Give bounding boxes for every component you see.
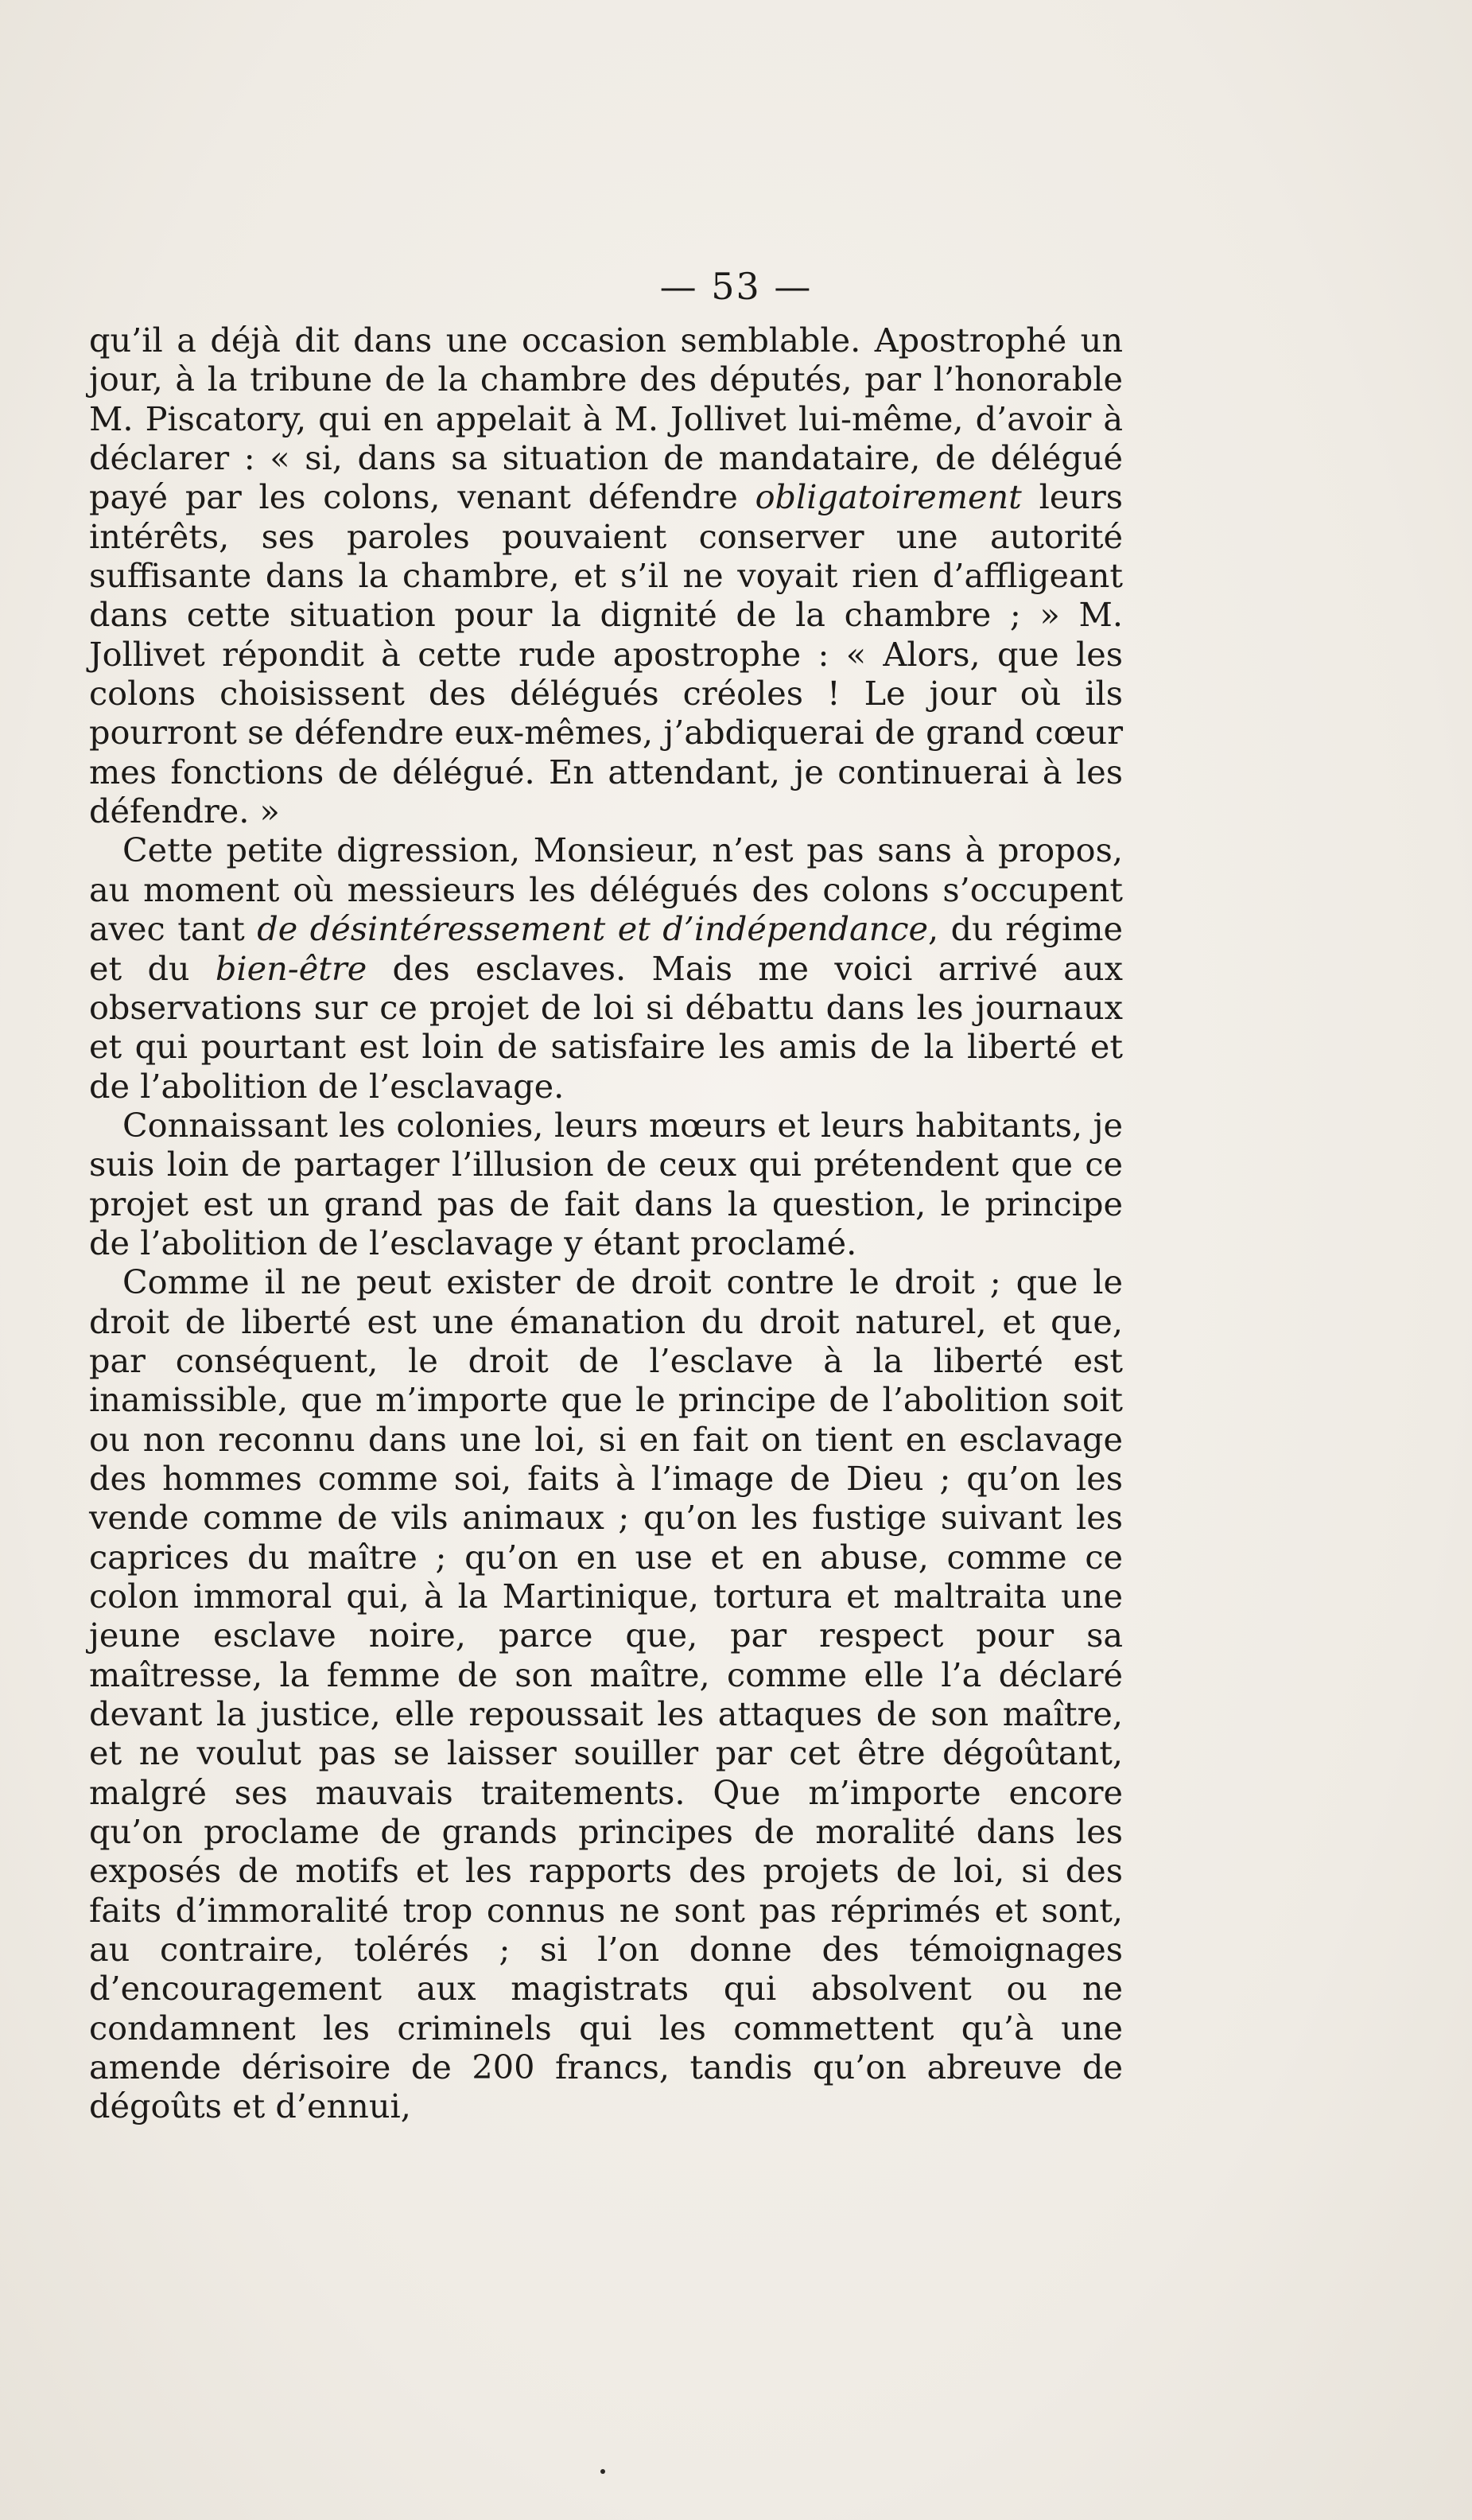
text-run: Cette petite digression, Monsieur, n’est pas sans à propos, au moment où messieurs les délégués des colons s’occupent avec tant xyxy=(89,831,1123,949)
paragraph xyxy=(89,1106,1123,1263)
text-run: Comme il ne peut exister de droit contre le droit ; que le droit de liberté est une émanation du droit naturel, et que, par conséquent, le droit de l’esclave à la liberté est inamissible, que m’importe que le principe de l’abolition soit ou non reconnu dans une loi, si en fait on tient en esclavage des hommes comme soi, faits à l’image de Dieu ; qu’on les vende comme de vils animaux ; qu’on les fustige suivant les caprices du maître ; qu’on en use et en abuse, comme ce colon immoral qui, à la Martinique, tortura et maltraita une jeune esclave noire, parce que, par respect pour sa maîtresse, la femme de son maître, comme elle l’a déclaré devant la justice, elle repoussait les attaques de son maître, et ne voulut pas se laisser souiller par cet être dégoûtant, malgré ses mauvais traitements. Que m’importe encore qu’on proclame de grands principes de moralité dans les exposés de motifs et les rapports des projets de loi, si des faits d’immoralité trop connus ne sont pas réprimés et sont, au contraire, tolérés ; si l’on donne des témoignages d’encouragement aux magistrats qui absolvent ou ne condamnent les criminels qui les commettent qu’à une amende dérisoire de 200 francs, tandis qu’on abreuve de dégoûts et d’ennui, xyxy=(89,1263,1123,2126)
italic-text-run: obligatoirement xyxy=(755,478,1022,517)
paragraph xyxy=(89,321,1123,831)
paragraph xyxy=(89,831,1123,1106)
italic-text-run: bien-être xyxy=(215,949,367,988)
text-run: des esclaves. Mais me voici arrivé aux observations sur ce projet de loi si débattu dans les journaux et qui pourtant est loin de satisfaire les amis de la liberté et de l’abolition de l’esclavage. xyxy=(89,949,1123,1106)
ink-speck xyxy=(600,2469,605,2474)
page-number: — 53 — xyxy=(659,265,813,308)
text-run: leurs intérêts, ses paroles pouvaient conserver une autorité suffisante dans la chambre, et s’il ne voyait rien d’affligeant dans cette situation pour la dignité de la chambre ; » M. Jollivet répondit à cette rude apostrophe : « Alors, que les colons choisissent des délégués créoles ! Le jour où ils pourront se défendre eux-mêmes, j’abdiquerai de grand cœur mes fonctions de délégué. En attendant, je continuerai à les défendre. » xyxy=(89,478,1123,831)
text-run: qu’il a déjà dit dans une occasion semblable. Apostrophé un jour, à la tribune de la chambre des députés, par l’honorable M. Piscatory, qui en appelait à M. Jollivet lui-même, d’avoir à déclarer : « si, dans sa situation de mandataire, de délégué payé par les colons, venant défendre xyxy=(89,321,1123,517)
italic-text-run: de désintéressement et d’indépendance xyxy=(257,910,929,949)
text-run: , du régime et du xyxy=(89,910,1124,988)
paragraph xyxy=(89,1263,1123,2127)
text-run: Connaissant les colonies, leurs mœurs et leurs habitants, je suis loin de partager l’illusion de ceux qui prétendent que ce projet est un grand pas de fait dans la question, le principe de l’abolition de l’esclavage y étant proclamé. xyxy=(89,1106,1123,1262)
body-text xyxy=(89,321,1123,2127)
